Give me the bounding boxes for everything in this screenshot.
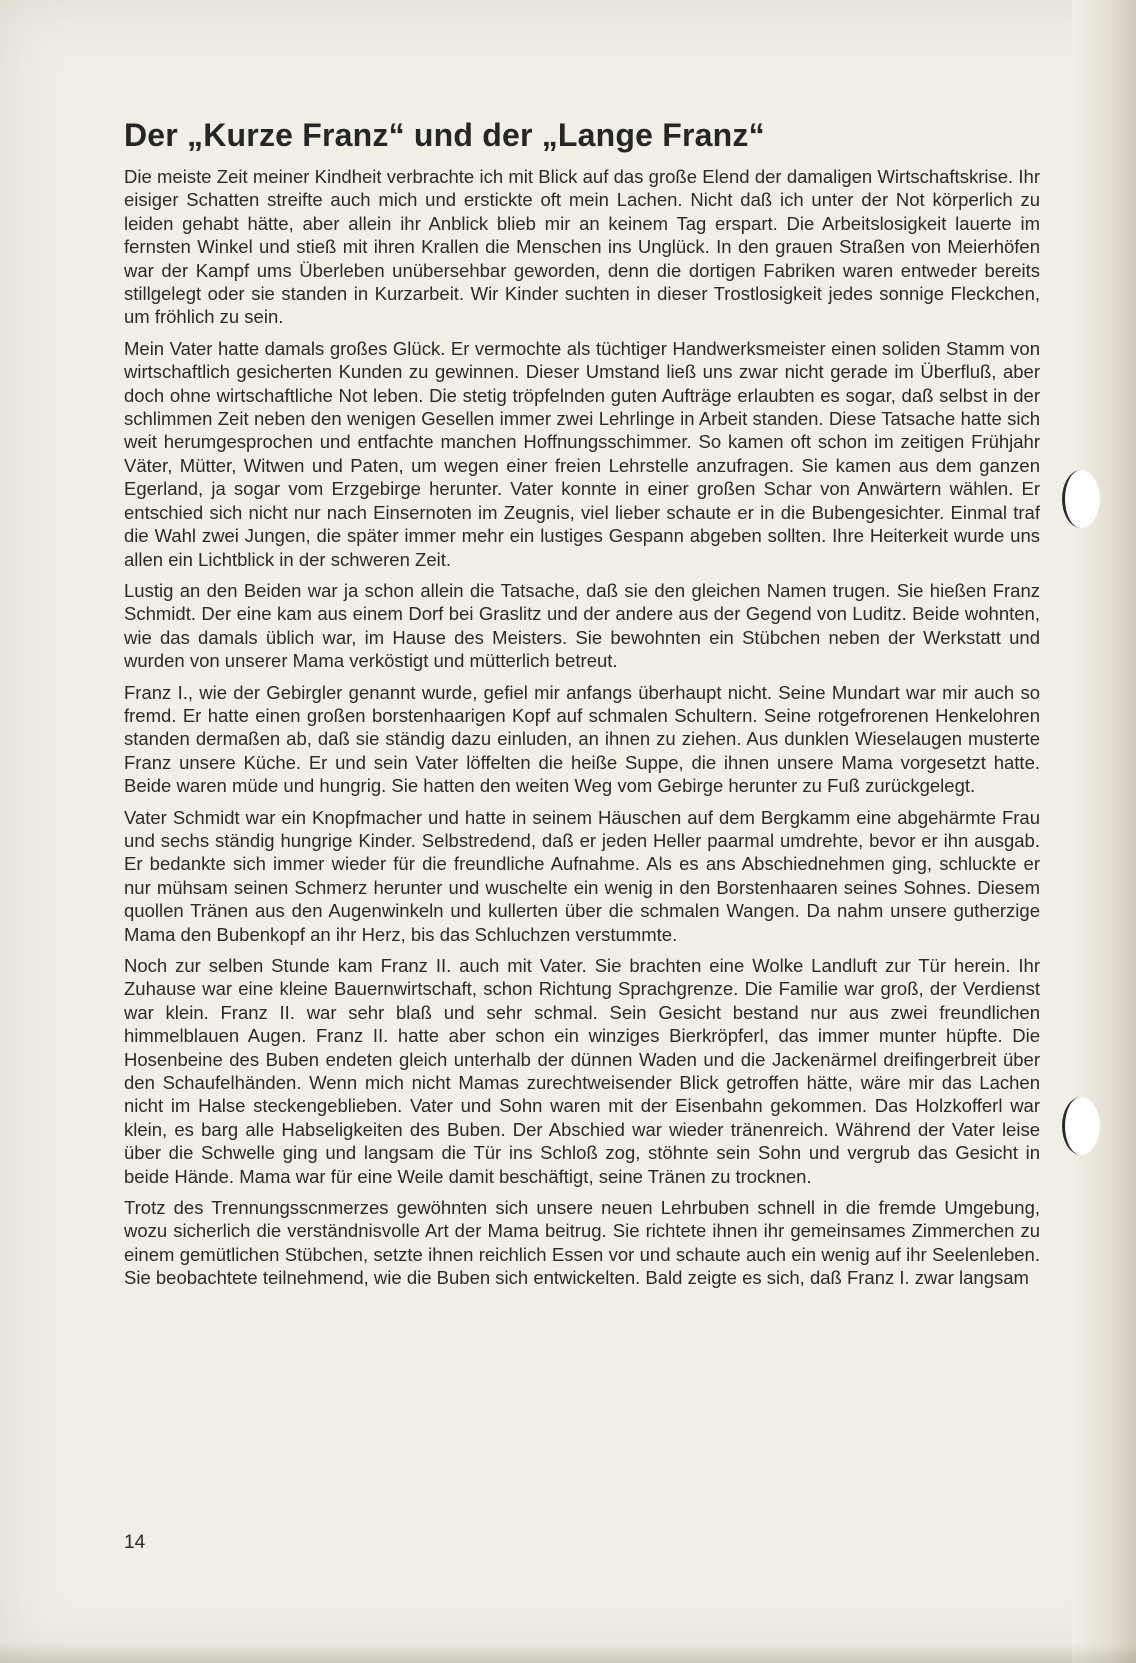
paragraph-1: Die meiste Zeit meiner Kindheit verbrachte ich mit Blick auf das große Elend der damaligen Wirtschaftskrise. Ihr eisiger Schatten streifte auch mich und erstickte oft mein Lachen. Nicht daß ich unter der Not körperlich zu leiden gehabt hätte, aber allein ihr Anblick blieb mir an keinem Tag erspart. Die Arbeitslosigkeit lauerte im fernsten Winkel und stieß mit ihren Krallen die Menschen ins Unglück. In den grauen Straßen von Meierhöfen war der Kampf ums Überleben unübersehbar geworden, denn die dortigen Fabriken waren entweder bereits stillgelegt oder sie standen in Kurzarbeit. Wir Kinder suchten in dieser Trostlosigkeit jedes sonnige Fleckchen, um fröhlich zu sein. [124,166,1040,328]
page-number: 14 [124,1532,146,1553]
paragraph-5: Vater Schmidt war ein Knopfmacher und hatte in seinem Häuschen auf dem Bergkamm eine abgehärmte Frau und sechs ständig hungrige Kinder. Selbstredend, daß er jeden Heller paarmal umdrehte, bevor er ihn ausgab. Er bedankte sich immer wieder für die freundliche Aufnahme. Als es ans Abschiednehmen ging, schluckte er nur mühsam seinen Schmerz herunter und wuschelte ein wenig in den Borstenhaaren seines Sohnes. Diesem quollen Tränen aus den Augenwinkeln und kullerten über die schmalen Wangen. Da nahm unsere gutherzige Mama den Bubenkopf an ihr Herz, bis das Schluchzen verstummte. [124,806,1040,945]
paragraph-2: Mein Vater hatte damals großes Glück. Er vermochte als tüchtiger Handwerksmeister einen soliden Stamm von wirtschaftlich gesicherten Kunden zu gewinnen. Dieser Umstand ließ uns zwar nicht gerade im Überfluß, aber doch ohne wirtschaftliche Not leben. Die stetig tröpfelnden guten Aufträge erlaubten es sogar, daß selbst in der schlimmen Zeit neben den wenigen Gesellen immer zwei Lehrlinge in Arbeit standen. Diese Tatsache hatte sich weit herumgesprochen und entfachte manchen Hoffnungsschimmer. So kamen oft schon im zeitigen Frühjahr Väter, Mütter, Witwen und Paten, um wegen einer freien Lehrstelle anzufragen. Sie kamen aus dem ganzen Egerland, ja sogar vom Erzgebirge herunter. Vater konnte in einer großen Schar von Anwärtern wählen. Er entschied sich nicht nur nach Einsernoten im Zeugnis, viel lieber schaute er in die Bubengesichter. Einmal traf die Wahl zwei Jungen, die später immer mehr ein lustiges Gespann abgeben sollten. Ihre Heiterkeit wurde uns allen ein Lichtblick in der schweren Zeit. [124,337,1040,570]
paragraph-7: Trotz des Trennungsscnmerzes gewöhnten sich unsere neuen Lehrbuben schnell in die fremde Umgebung, wozu sicherlich die verständnisvolle Art der Mama beitrug. Sie richtete ihnen ihr gemeinsames Zimmerchen zu einem gemütlichen Stübchen, setzte ihnen reichlich Essen vor und schaute auch ein wenig auf ihr Seelenleben. Sie beobachtete teilnehmend, wie die Buben sich entwickelten. Bald zeigte es sich, daß Franz I. zwar langsam [124,1197,1040,1289]
binder-hole-lower [1062,1097,1100,1155]
paragraph-6: Noch zur selben Stunde kam Franz II. auch mit Vater. Sie brachten eine Wolke Landluft zur Tür herein. Ihr Zuhause war eine kleine Bauernwirtschaft, schon Richtung Sprachgrenze. Die Familie war groß, der Verdienst war klein. Franz II. war sehr blaß und sehr schmal. Sein Gesicht bestand nur aus zwei freundlichen himmelblauen Augen. Franz II. hatte aber schon ein winziges Bierkröpferl, das immer munter hüpfte. Die Hosenbeine des Buben endeten gleich unterhalb der dünnen Waden und die Jackenärmel dreifingerbreit über den Schaufelhänden. Wenn mich nicht Mamas zurechtweisender Blick getroffen hätte, wäre mir das Lachen nicht im Halse steckengeblieben. Vater und Sohn waren mit der Eisenbahn gekommen. Das Holzkofferl war klein, es barg alle Habseligkeiten des Buben. Der Abschied war wieder tränenreich. Während der Vater leise über die Schwelle ging und langsam die Tür ins Schloß zog, stöhnte sein Sohn und vergrub das Gesicht in beide Hände. Mama war für eine Weile damit beschäftigt, seine Tränen zu trocknen. [124,955,1040,1187]
binder-hole-upper [1062,470,1100,528]
bottom-shadow [0,1643,1136,1663]
page-edge-shading [1072,0,1136,1663]
chapter-title: Der „Kurze Franz“ und der „Lange Franz“ [124,117,765,153]
paragraph-4: Franz I., wie der Gebirgler genannt wurde, gefiel mir anfangs überhaupt nicht. Seine Mundart war mir auch so fremd. Er hatte einen großen borstenhaarigen Kopf auf schmalen Schultern. Seine rotgefrorenen Henkelohren standen dermaßen ab, daß sie ständig dazu einluden, an ihnen zu ziehen. Aus dunklen Wieselaugen musterte Franz unsere Küche. Er und sein Vater löffelten die heiße Suppe, die ihnen unsere Mama vorgesetzt hatte. Beide waren müde und hungrig. Sie hatten den weiten Weg vom Gebirge herunter zu Fuß zurückgelegt. [124,681,1040,797]
page-content [124,115,1040,1298]
paragraph-3: Lustig an den Beiden war ja schon allein die Tatsache, daß sie den gleichen Namen trugen. Sie hießen Franz Schmidt. Der eine kam aus einem Dorf bei Graslitz und der andere aus der Gegend von Luditz. Beide wohnten, wie das damals üblich war, im Hause des Meisters. Sie bewohnten ein Stübchen neben der Werkstatt und wurden von unserer Mama verköstigt und mütterlich betreut. [124,579,1040,672]
